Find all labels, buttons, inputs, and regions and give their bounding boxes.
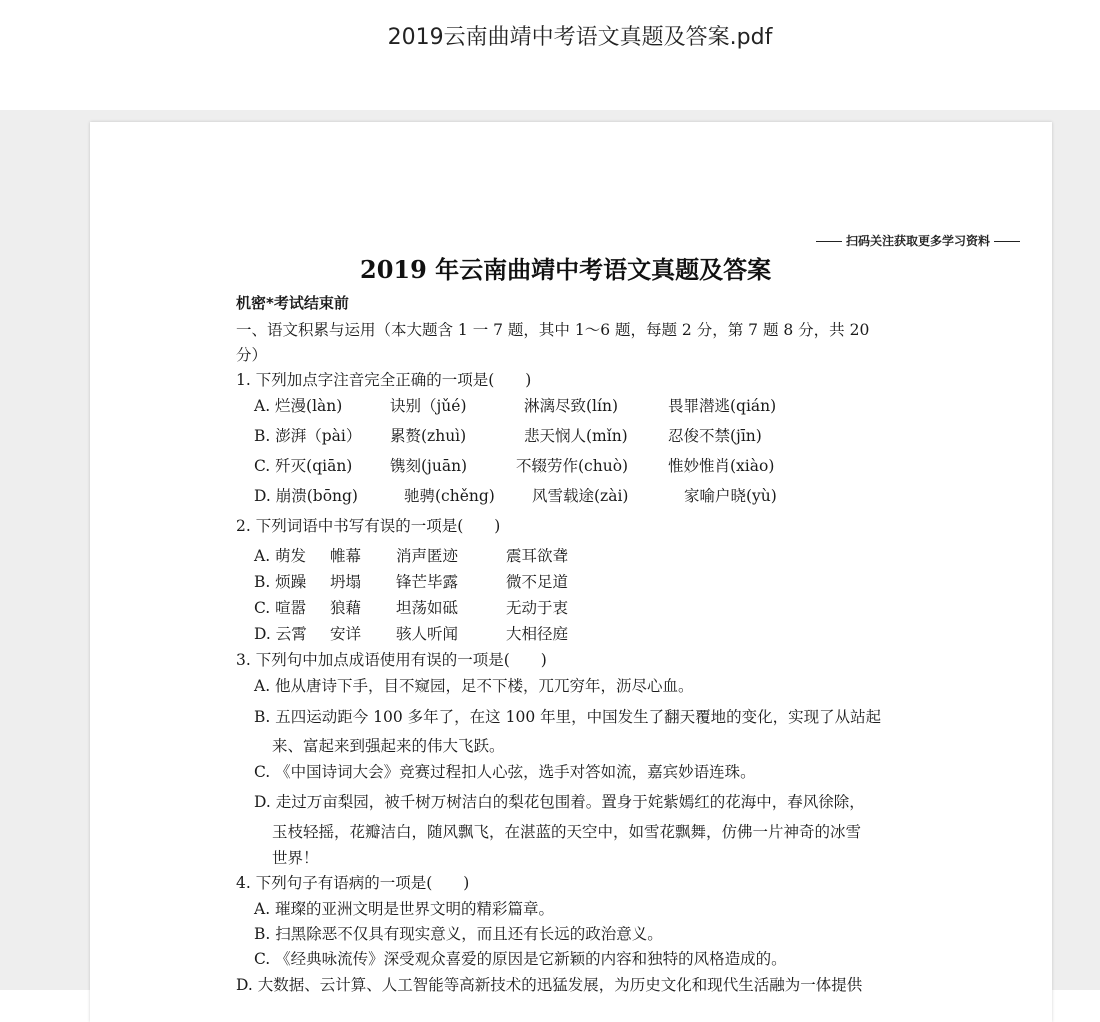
q1-d-3: 风雪载途(zài)	[532, 487, 629, 505]
q3-option-d-cont2: 世界！	[272, 849, 319, 867]
q1-a-4: 畏罪潜逃(qián)	[668, 397, 777, 415]
q3-option-b: B. 五四运动距今 100 多年了，在这 100 年里，中国发生了翻天覆地的变化，实现了从站起	[254, 708, 882, 726]
q1-c-2: 镌刻(juān)	[390, 457, 468, 475]
q2-d-3: 骇人听闻	[396, 625, 459, 643]
q1-a-1: A. 烂漫(làn)	[254, 397, 343, 415]
q1-c-3: 不辍劳作(chuò)	[516, 457, 629, 475]
file-title: 2019云南曲靖中考语文真题及答案.pdf	[387, 25, 773, 50]
q2-a-1: A. 萌发	[254, 547, 307, 565]
q2-d-2: 安详	[330, 625, 362, 643]
q2-d-1: D. 云霄	[254, 625, 307, 643]
q4-option-d: D. 大数据、云计算、人工智能等高新技术的迅猛发展，为历史文化和现代生活融为一体提供	[236, 976, 863, 994]
q1-a-3: 淋漓尽致(lín)	[524, 397, 618, 415]
promo-rule-left	[816, 241, 842, 242]
q1-a-2: 诀别（jǔé)	[390, 397, 467, 415]
q2-d-4: 大相径庭	[506, 625, 569, 643]
q3-option-d: D. 走过万亩梨园，被千树万树洁白的梨花包围着。置身于姹紫嫣红的花海中，春风徐除，	[254, 793, 865, 811]
q1-d-1: D. 崩溃(bōng)	[254, 487, 358, 505]
document-title: 2019 年云南曲靖中考语文真题及答案	[360, 255, 772, 284]
q1-c-1: C. 歼灭(qiān)	[254, 457, 353, 475]
q1-d-2: 驰骋(chěng)	[404, 487, 495, 505]
q2-a-4: 震耳欲聋	[506, 547, 569, 565]
q2-b-1: B. 烦躁	[254, 573, 307, 591]
q1-b-1: B. 澎湃（pài）	[254, 427, 362, 445]
q2-c-3: 坦荡如砥	[396, 599, 459, 617]
q2-c-2: 狼藉	[330, 599, 362, 617]
q2-b-4: 微不足道	[506, 573, 569, 591]
document-viewer[interactable]	[0, 110, 1100, 994]
q4-option-c: C. 《经典咏流传》深受观众喜爱的原因是它新颖的内容和独特的风格造成的。	[254, 950, 787, 968]
q2-c-4: 无动于衷	[506, 599, 569, 617]
q2-stem: 2. 下列词语中书写有误的一项是( )	[236, 517, 501, 535]
q4-option-a: A. 璀璨的亚洲文明是世界文明的精彩篇章。	[254, 900, 555, 918]
q2-c-1: C. 喧嚣	[254, 599, 307, 617]
promo-rule-right	[994, 241, 1020, 242]
q2-b-3: 锋芒毕露	[396, 573, 459, 591]
section-heading: 一、语文积累与运用（本大题含 1 一 7 题，其中 1～6 题，每题 2 分，第 7 题 8 分，共 20	[236, 321, 870, 339]
q1-c-4: 惟妙惟肖(xiào)	[668, 457, 775, 475]
q1-stem: 1. 下列加点字注音完全正确的一项是( )	[236, 371, 532, 389]
q3-option-b-cont: 来、富起来到强起来的伟大飞跃。	[272, 737, 505, 755]
q1-b-3: 悲天悯人(mǐn)	[524, 427, 628, 445]
secret-label: 机密*考试结束前	[236, 294, 349, 312]
q3-stem: 3. 下列句中加点成语使用有误的一项是( )	[236, 651, 547, 669]
promo-text: 扫码关注获取更多学习资料	[845, 234, 990, 248]
q4-option-b: B. 扫黑除恶不仅具有现实意义，而且还有长远的政治意义。	[254, 925, 663, 943]
viewer-header	[0, 0, 1100, 110]
q3-option-a: A. 他从唐诗下手，目不窥园，足不下楼，兀兀穷年，沥尽心血。	[254, 677, 694, 695]
section-heading-cont: 分）	[236, 346, 268, 364]
q1-b-2: 累赘(zhuì)	[390, 427, 467, 445]
q1-d-4: 家喻户晓(yù)	[684, 487, 777, 505]
q2-a-2: 帷幕	[330, 547, 362, 565]
q4-stem: 4. 下列句子有语病的一项是( )	[236, 874, 470, 892]
q3-option-c: C. 《中国诗词大会》竞赛过程扣人心弦，选手对答如流，嘉宾妙语连珠。	[254, 763, 756, 781]
q2-a-3: 消声匿迹	[396, 547, 459, 565]
pdf-page	[90, 122, 1052, 1022]
q2-b-2: 坍塌	[330, 573, 362, 591]
promo-banner	[812, 232, 1024, 249]
q1-b-4: 忍俊不禁(jīn)	[668, 427, 762, 445]
q3-option-d-cont1: 玉枝轻摇，花瓣洁白，随风飘飞，在湛蓝的天空中，如雪花飘舞，仿佛一片神奇的冰雪	[272, 823, 862, 841]
